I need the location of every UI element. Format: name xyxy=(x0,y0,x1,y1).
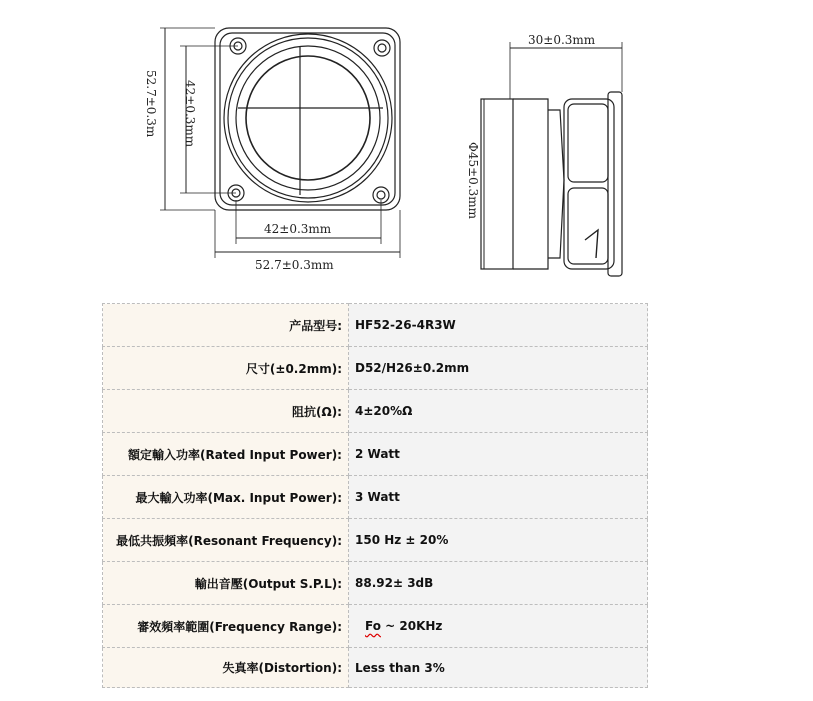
spec-label: 产品型号: xyxy=(103,304,349,347)
spec-value: 2 Watt xyxy=(349,433,648,476)
front-outer-width-label: 52.7±0.3mm xyxy=(255,258,334,272)
spec-value xyxy=(349,605,648,648)
side-view xyxy=(481,42,622,276)
spec-value-prefix: Fo xyxy=(365,619,381,633)
spec-value: HF52-26-4R3W xyxy=(349,304,648,347)
spec-row xyxy=(103,648,648,688)
spec-label: 最大輸入功率(Max. Input Power): xyxy=(103,476,349,519)
spec-value: Less than 3% xyxy=(349,648,648,688)
spec-label: 失真率(Distortion): xyxy=(103,648,349,688)
spec-value: D52/H26±0.2mm xyxy=(349,347,648,390)
front-height-label: 52.7±0.3m xyxy=(144,70,158,138)
speaker-dimension-drawing xyxy=(0,0,813,300)
spec-label: 尺寸(±0.2mm): xyxy=(103,347,349,390)
side-front-plate xyxy=(481,99,513,269)
spec-row xyxy=(103,347,648,390)
spec-row xyxy=(103,304,648,347)
spec-table xyxy=(102,303,648,688)
spec-label: 額定輸入功率(Rated Input Power): xyxy=(103,433,349,476)
spec-row xyxy=(103,476,648,519)
spec-row xyxy=(103,390,648,433)
speaker-rim xyxy=(224,34,392,202)
spec-row xyxy=(103,519,648,562)
spec-value: 3 Watt xyxy=(349,476,648,519)
side-magnet xyxy=(564,99,614,269)
spec-label: 阻抗(Ω): xyxy=(103,390,349,433)
spec-label: 最低共振頻率(Resonant Frequency): xyxy=(103,519,349,562)
spec-row xyxy=(103,605,648,648)
mount-hole-tr xyxy=(374,40,390,56)
side-depth-label: 30±0.3mm xyxy=(528,33,596,47)
spec-label: 輸出音壓(Output S.P.L): xyxy=(103,562,349,605)
spec-row xyxy=(103,433,648,476)
spec-label: 審效頻率範圍(Frequency Range): xyxy=(103,605,349,648)
spec-value-text: ~ 20KHz xyxy=(380,619,443,633)
speaker-cone xyxy=(246,56,370,180)
spec-value: 150 Hz ± 20% xyxy=(349,519,648,562)
front-inner-height-label: 42±0.3mm xyxy=(183,80,197,148)
speaker-surround xyxy=(236,46,380,190)
front-inner-width-label: 42±0.3mm xyxy=(264,222,332,236)
spec-row xyxy=(103,562,648,605)
spec-value: 4±20%Ω xyxy=(349,390,648,433)
side-basket xyxy=(513,99,548,269)
spec-value: 88.92± 3dB xyxy=(349,562,648,605)
side-diameter-label: Φ45±0.3mm xyxy=(466,142,480,220)
